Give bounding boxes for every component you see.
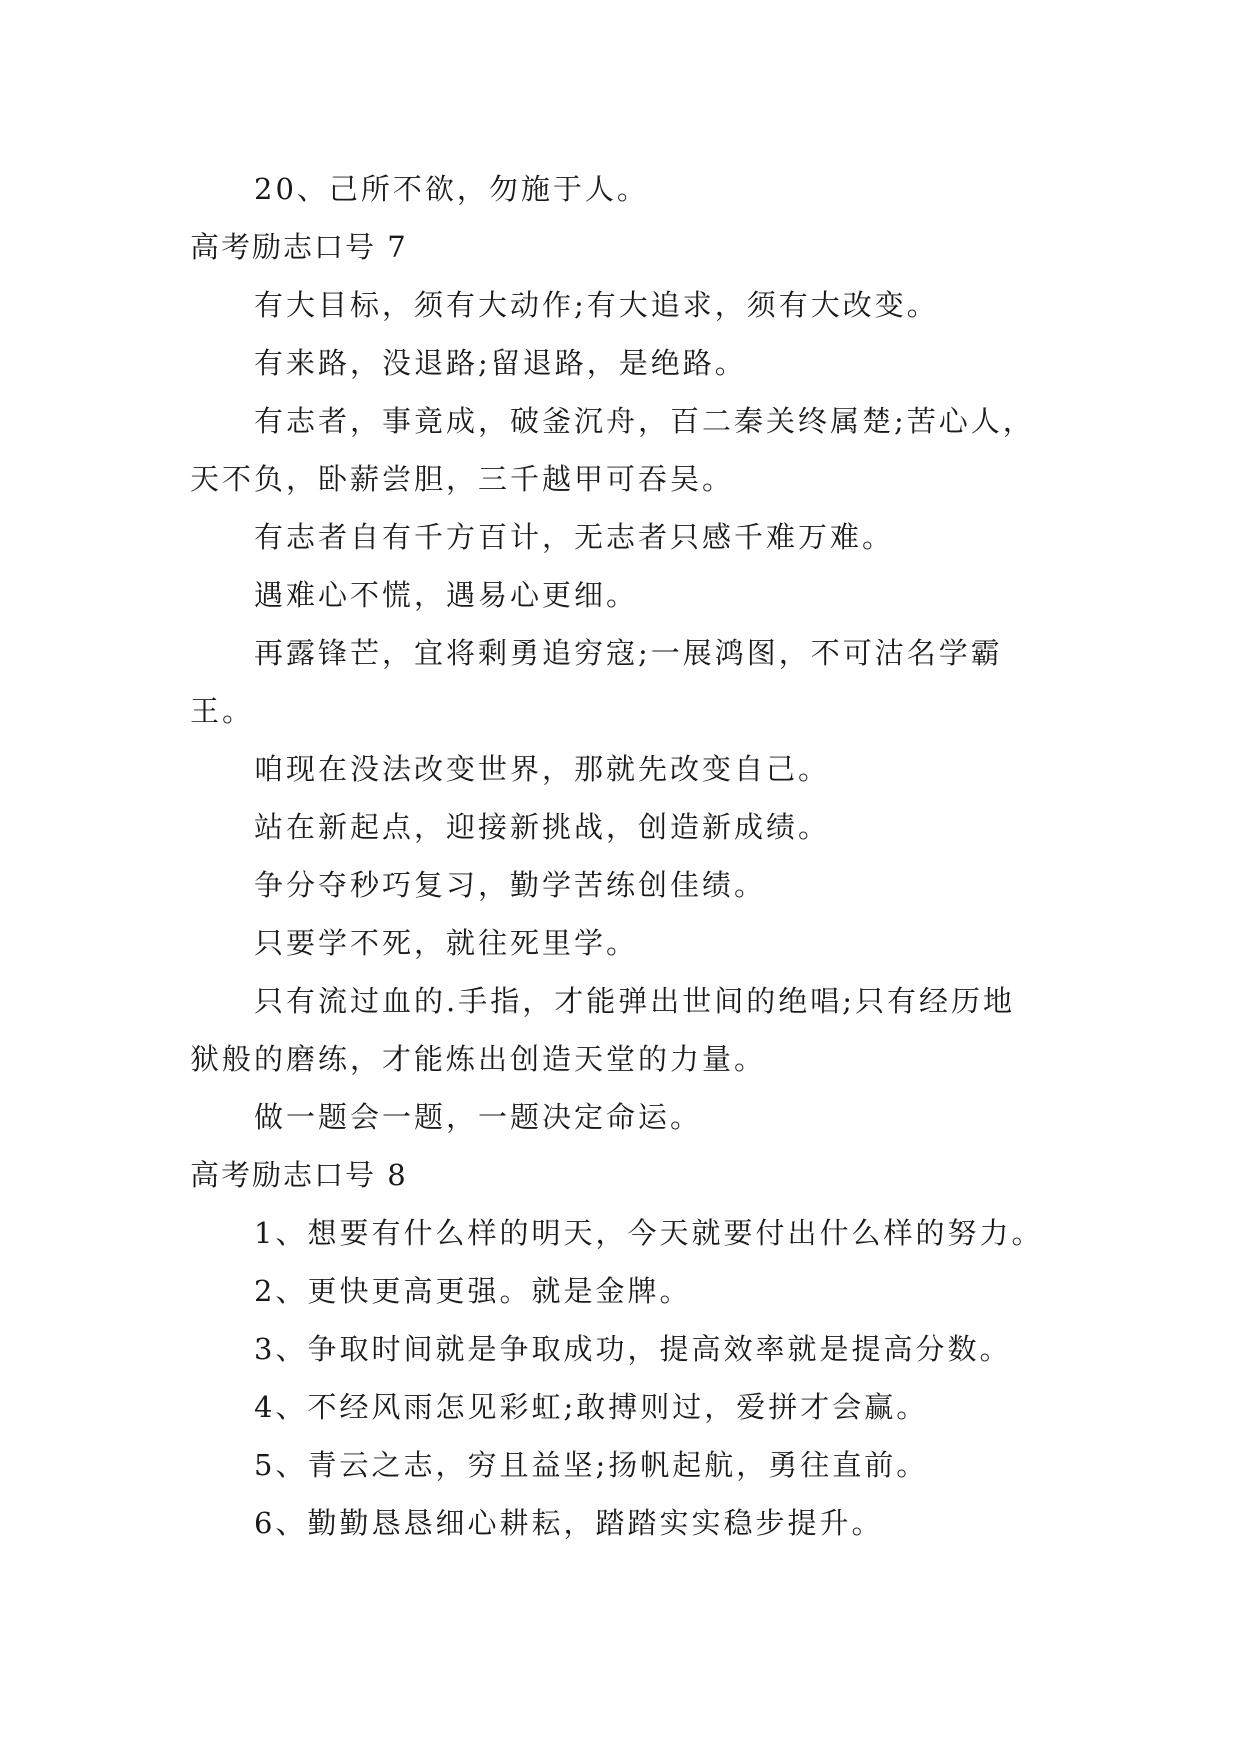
list-item: 1、想要有什么样的明天，今天就要付出什么样的努力。 [254,1216,1044,1250]
paragraph-line: 有志者自有千方百计，无志者只感千难万难。 [254,520,895,554]
list-item: 4、不经风雨怎见彩虹;敢搏则过，爱拼才会赢。 [254,1390,929,1424]
paragraph-line: 争分夺秒巧复习，勤学苦练创佳绩。 [254,868,767,902]
paragraph-line: 做一题会一题，一题决定命运。 [254,1100,703,1134]
paragraph-line: 只有流过血的.手指，才能弹出世间的绝唱;只有经历地 [254,984,1015,1018]
paragraph-line: 有志者，事竟成，破釜沉舟，百二秦关终属楚;苦心人， [254,404,1035,438]
paragraph-line: 有大目标，须有大动作;有大追求，须有大改变。 [254,288,939,322]
section-heading: 高考励志口号 8 [190,1158,408,1192]
paragraph-line: 咱现在没法改变世界，那就先改变自己。 [254,752,831,786]
paragraph-continuation: 天不负，卧薪尝胆，三千越甲可吞吴。 [190,462,735,496]
paragraph-line: 遇难心不慌，遇易心更细。 [254,578,639,612]
paragraph-line: 站在新起点，迎接新挑战，创造新成绩。 [254,810,831,844]
paragraph-line: 只要学不死，就往死里学。 [254,926,639,960]
list-item: 5、青云之志，穷且益坚;扬帆起航，勇往直前。 [254,1448,929,1482]
paragraph-line: 20、己所不欲，勿施于人。 [254,172,649,206]
list-item: 6、勤勤恳恳细心耕耘，踏踏实实稳步提升。 [254,1506,884,1540]
paragraph-continuation: 王。 [190,694,255,728]
list-item: 2、更快更高更强。就是金牌。 [254,1274,692,1308]
paragraph-line: 再露锋芒，宜将剩勇追穷寇;一展鸿图，不可沽名学霸 [254,636,1003,670]
paragraph-line: 有来路，没退路;留退路，是绝路。 [254,346,747,380]
section-heading: 高考励志口号 7 [190,230,408,264]
paragraph-continuation: 狱般的磨练，才能炼出创造天堂的力量。 [190,1042,767,1076]
document-body [190,160,1070,1552]
list-item: 3、争取时间就是争取成功，提高效率就是提高分数。 [254,1332,1012,1366]
